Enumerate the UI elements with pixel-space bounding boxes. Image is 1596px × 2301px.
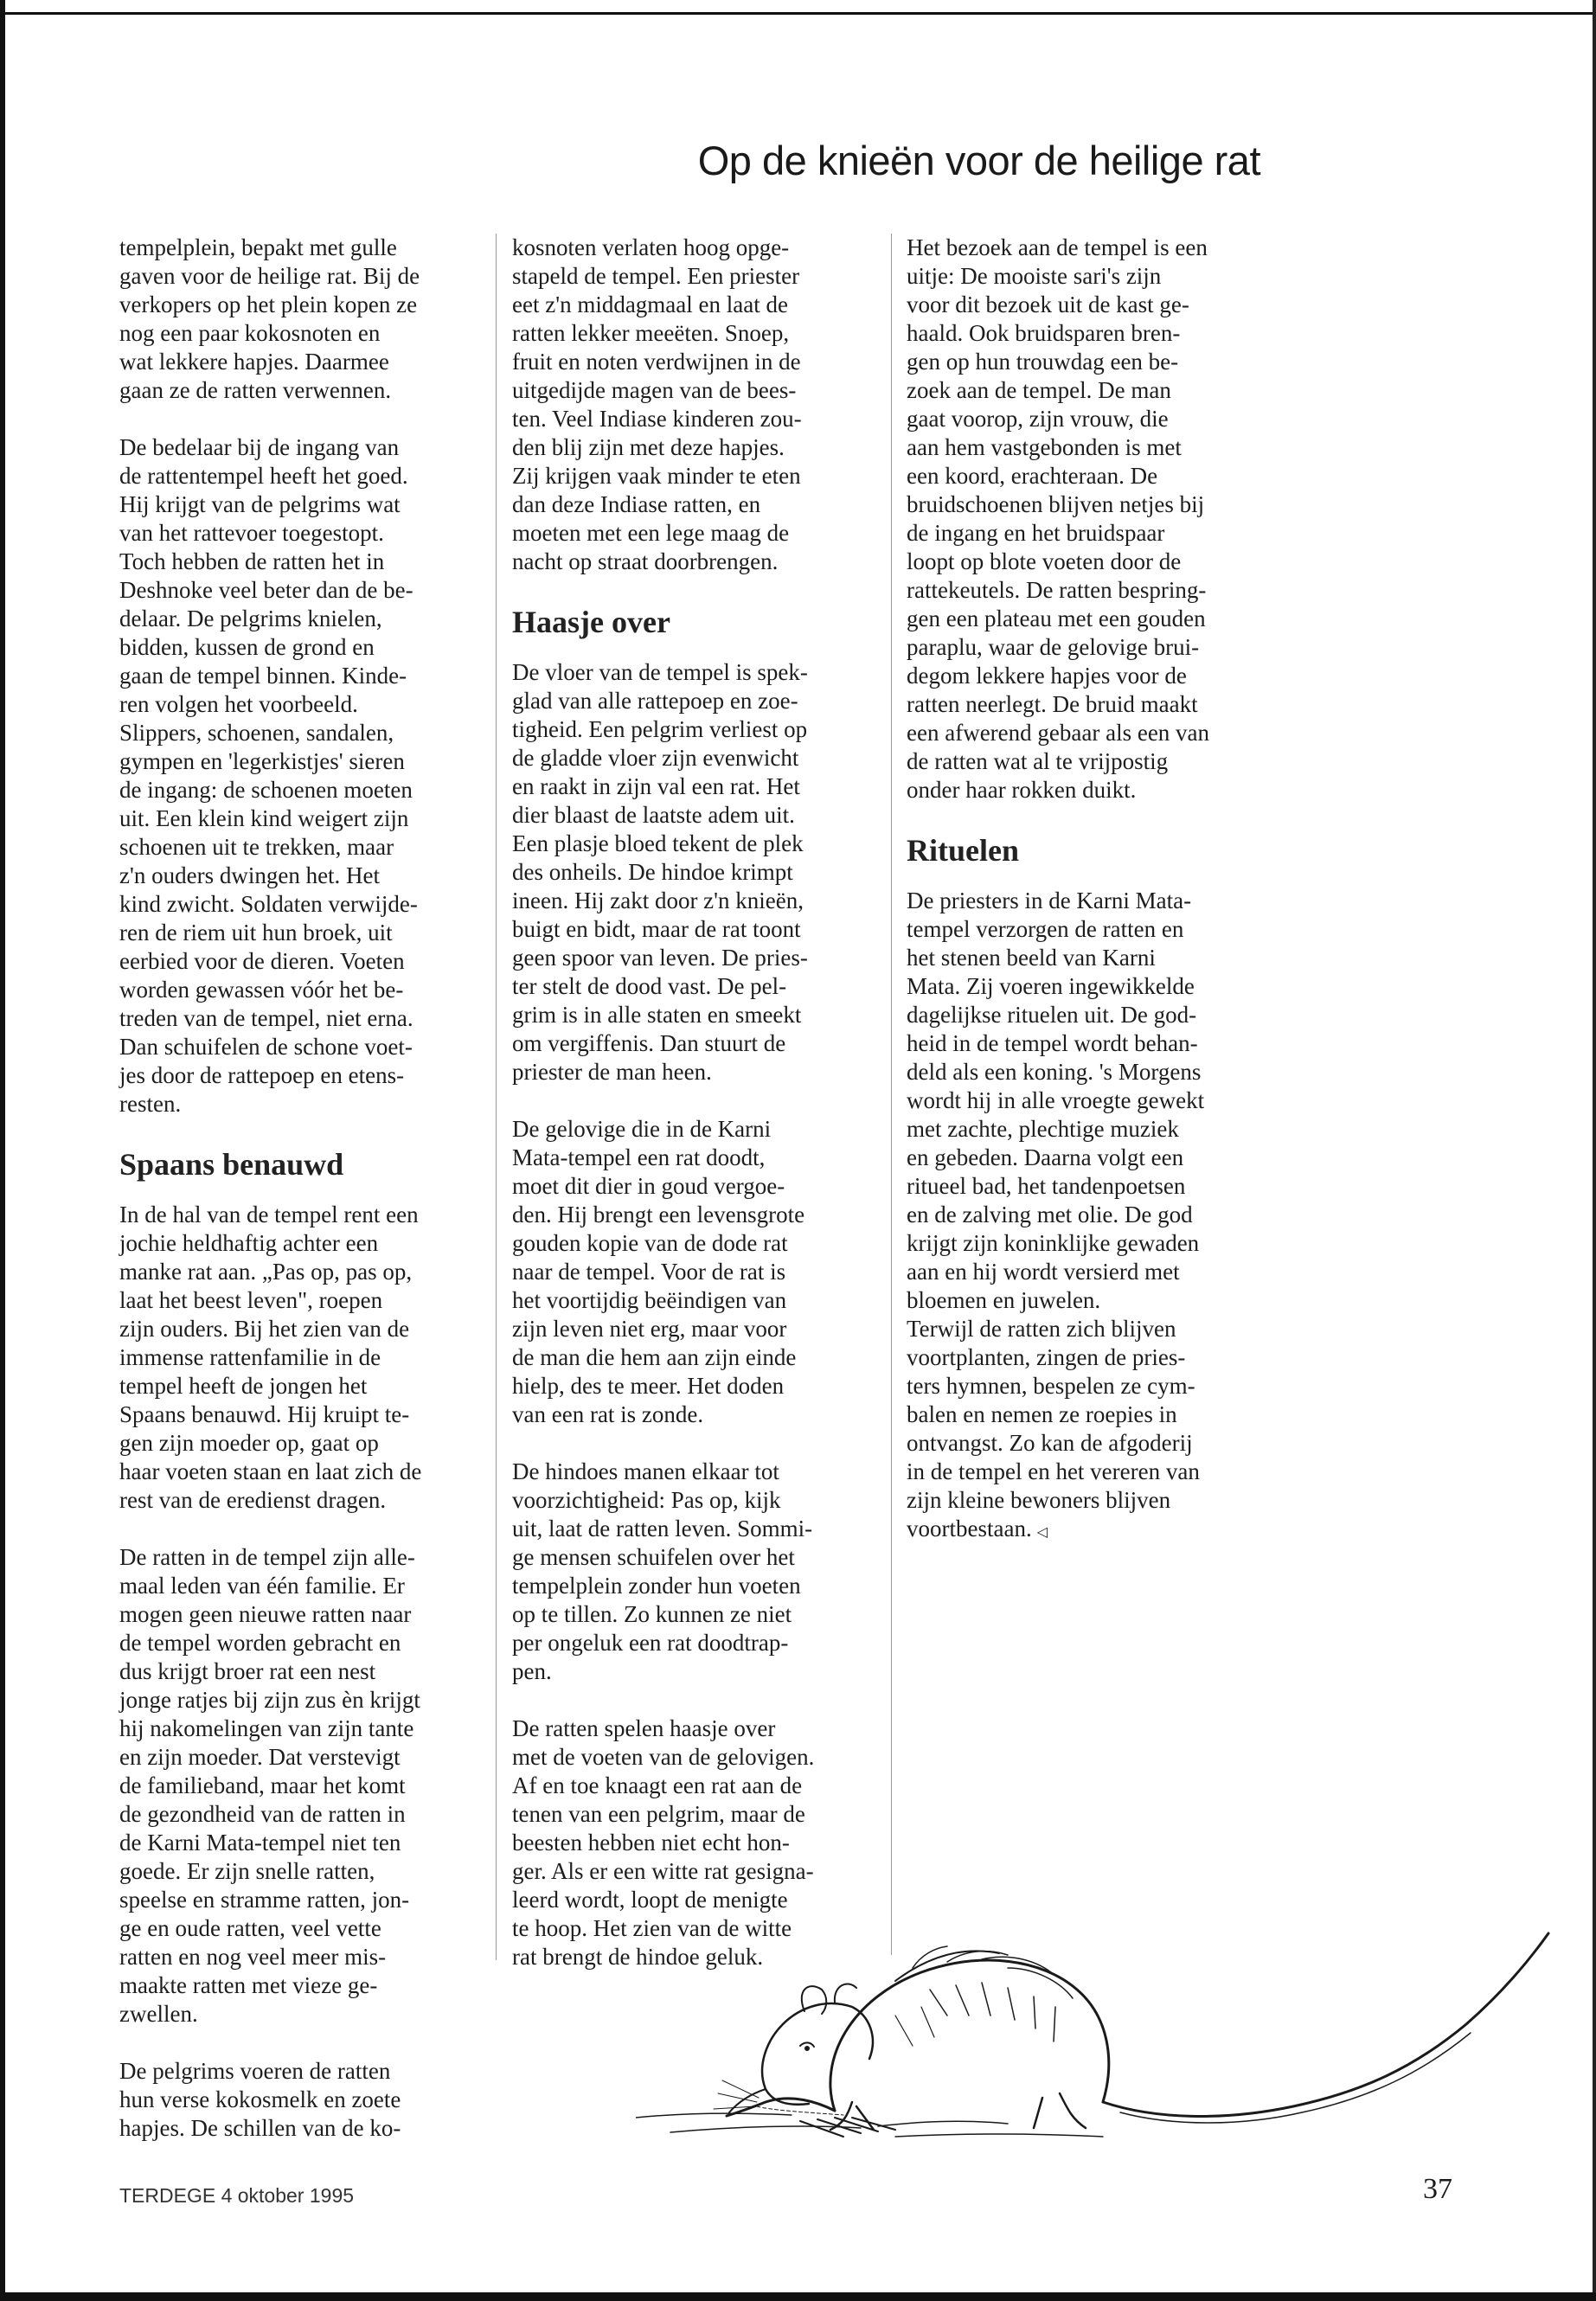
paragraph: kosnoten verlaten hoog opge- stapeld de tempel. Een priester eet z'n middagmaal en laat de ratten lekker meeëten. Snoep, fruit en noten verdwijnen in de uitgedijde magen van de bees- ten. Veel Indiase kinderen zou- den blij zijn met deze hapjes. Zij krijgen vaak minder te eten dan deze Indiase ratten, en moeten met een lege maag de nacht op straat doorbrengen. bbox=[512, 234, 802, 574]
paragraph: De hindoes manen elkaar tot voorzichtigheid: Pas op, kijk uit, laat de ratten leven. Sommi- ge mensen schuifelen over het tempelplein zonder hun voeten op te tillen. Zo kunnen ze niet per ongeluk een rat doodtrap- pen. bbox=[512, 1458, 813, 1684]
paragraph: De pelgrims voeren de ratten hun verse kokosmelk en zoete hapjes. De schillen van de ko- bbox=[119, 2058, 401, 2141]
section-heading-spaans-benauwd: Spaans benauwd bbox=[119, 1147, 344, 1182]
rat-sketch-icon bbox=[636, 1886, 1553, 2145]
paragraph-final-text: Terwijl de ratten zich blijven voortplanten, zingen de pries- ters hymnen, bespelen ze cym- balen en nemen ze roepies in ontvangst. Zo kan de afgoderij in de tempel en het vereren van zijn kleine bewoners blijven voortbestaan. bbox=[907, 1316, 1200, 1541]
scan-edge-bottom bbox=[0, 2292, 1596, 2301]
section-heading-haasje-over: Haasje over bbox=[512, 605, 670, 639]
footer-publication: TERDEGE 4 oktober 1995 bbox=[119, 2184, 355, 2207]
paragraph-final bbox=[907, 1315, 1270, 1547]
scan-edge-right bbox=[1593, 0, 1596, 2301]
running-title: Op de knieën voor de heilige rat bbox=[697, 138, 1260, 183]
page-number: 37 bbox=[1423, 2173, 1452, 2205]
column-3 bbox=[907, 234, 1270, 1547]
paragraph: Het bezoek aan de tempel is een uitje: De mooiste sari's zijn voor dit bezoek uit de kast ge- haald. Ook bruidsparen bren- gen op hun trouwdag een be- zoek aan de tempel. De man gaat voorop, zijn vrouw, die aan hem vastgebonden is met een koord, erachteraan. De bruidschoenen blijven netjes bij de ingang en het bruidspaar loopt op blote voeten door de rattekeutels. De ratten bespring- gen een plateau met een gouden paraplu, waar de gelovige brui- degom lekkere hapjes voor de ratten neerlegt. De bruid maakt een afwerend gebaar als een van de ratten wat al te vrijpostig onder haar rokken duikt. bbox=[907, 234, 1210, 803]
paragraph: tempelplein, bepakt met gulle gaven voor de heilige rat. Bij de verkopers op het plein kopen ze nog een paar kokosnoten en wat lekkere hapjes. Daarmee gaan ze de ratten verwennen. bbox=[119, 234, 420, 403]
paragraph: De vloer van de tempel is spek- glad van alle rattepoep en zoe- tigheid. Een pelgrim verliest op de gladde vloer zijn evenwicht en raakt in zijn val een rat. Het dier blaast de laatste adem uit. Een plasje bloed tekent de plek des onheils. De hindoe krimpt ineen. Hij zakt door z'n knieën, buigt en bidt, maar de rat toont geen spoor van leven. De pries- ter stelt de dood vast. De pel- grim is in alle staten en smeekt om vergiffenis. Dan stuurt de priester de man heen. bbox=[512, 659, 808, 1085]
paragraph: De ratten in de tempel zijn alle- maal leden van één familie. Er mogen geen nieuwe ratten naar de tempel worden gebracht en dus krijgt broer rat een nest jonge ratjes bij zijn zus èn krijgt hij nakomelingen van zijn tante en zijn moeder. Dat verstevigt de familieband, maar het komt de gezondheid van de ratten in de Karni Mata-tempel niet ten goede. Er zijn snelle ratten, speelse en stramme ratten, jon- ge en oude ratten, veel vette ratten en nog veel meer mis- maakte ratten met vieze ge- zwellen. bbox=[119, 1544, 420, 2027]
paragraph: De gelovige die in de Karni Mata-tempel een rat doodt, moet dit dier in goud vergoe- den. Hij brengt een levensgrote gouden kopie van de dode rat naar de tempel. Voor de rat is het voortijdig beëindigen van zijn leven niet erg, maar voor de man die hem aan zijn einde hielp, des te meer. Het doden van een rat is zonde. bbox=[512, 1116, 805, 1427]
column-rule-2 bbox=[891, 234, 892, 1955]
paragraph: De ratten spelen haasje over met de voeten van de gelovigen. Af en toe knaagt een rat aan de tenen van een pelgrim, maar de beesten hebben niet echt hon- ger. Als er een witte rat gesigna- leerd wordt, loopt de menigte te hoop. Het zien van de witte rat brengt de hindoe geluk. bbox=[512, 1715, 815, 1970]
paragraph: De priesters in de Karni Mata- tempel verzorgen de ratten en het stenen beeld van Karni Mata. Zij voeren ingewikkelde dagelijkse rituelen uit. De god- heid in de tempel wordt behan- deld als een koning. 's Morgens wordt hij in alle vroegte gewekt met zachte, plechtige muziek en gebeden. Daarna volgt een ritueel bad, het tandenpoetsen en de zalving met olie. De god krijgt zijn koninklijke gewaden aan en hij wordt versierd met bloemen en juwelen. bbox=[907, 888, 1205, 1313]
scan-edge-top bbox=[0, 12, 1596, 15]
section-heading-rituelen: Rituelen bbox=[907, 833, 1019, 868]
paragraph: In de hal van de tempel rent een jochie heldhaftig achter een manke rat aan. „Pas op, pas op, laat het beest leven", roepen zijn ouders. Bij het zien van de immense rattenfamilie in de tempel heeft de jongen het Spaans benauwd. Hij kruipt te- gen zijn moeder op, gaat op haar voeten staan en laat zich de rest van de eredienst dragen. bbox=[119, 1202, 422, 1513]
paragraph: De bedelaar bij de ingang van de rattentempel heeft het goed. Hij krijgt van de pelgrims wat van het rattevoer toegestopt. Toch hebben de ratten het in Deshnoke veel beter dan de be- delaar. De pelgrims knielen, bidden, kussen de grond en gaan de tempel binnen. Kinde- ren volgen het voorbeeld. Slippers, schoenen, sandalen, gympen en 'legerkistjes' sieren de ingang: de schoenen moeten uit. Een klein kind weigert zijn schoenen uit te trekken, maar z'n ouders dwingen het. Het kind zwicht. Soldaten verwijde- ren de riem uit hun broek, uit eerbied voor de dieren. Voeten worden gewassen vóór het be- treden van de tempel, niet erna. Dan schuifelen de schone voet- jes door de rattepoep en etens- resten. bbox=[119, 434, 418, 1117]
column-1 bbox=[119, 234, 474, 2143]
column-2 bbox=[512, 234, 884, 1971]
column-rule-1 bbox=[496, 234, 497, 1960]
end-mark-icon: ◁ bbox=[1036, 1525, 1048, 1540]
scan-edge-left bbox=[0, 0, 5, 2301]
